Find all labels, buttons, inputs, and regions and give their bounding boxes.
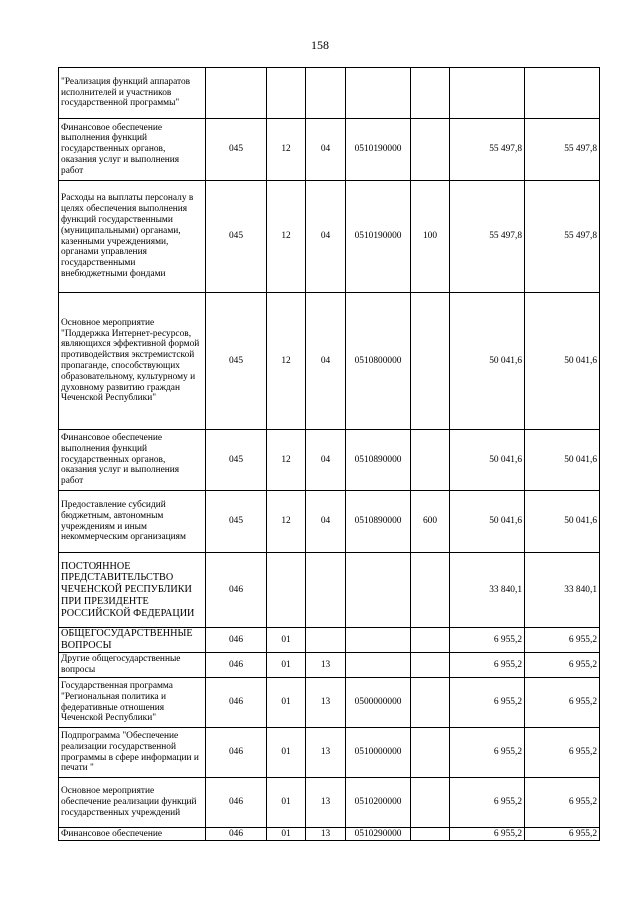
csr-cell: 0510290000 — [346, 828, 411, 841]
table-row — [59, 628, 600, 653]
grbs-cell: 045 — [206, 293, 267, 430]
rz-cell — [267, 553, 306, 628]
row-name: ПОСТОЯННОЕ ПРЕДСТАВИТЕЛЬСТВО ЧЕЧЕНСКОЙ РЕСПУБЛИКИ ПРИ ПРЕЗИДЕНТЕ РОССИЙСКОЙ ФЕДЕРАЦИИ — [59, 553, 206, 628]
vr-cell — [411, 653, 450, 678]
pr-cell: 13 — [306, 678, 346, 728]
pr-cell: 13 — [306, 728, 346, 778]
grbs-cell: 046 — [206, 653, 267, 678]
row-name: Подпрограмма "Обеспечение реализации государственной программы в сфере информации и печати " — [59, 728, 206, 778]
csr-cell: 0510890000 — [346, 491, 411, 553]
sum2-cell: 55 497,8 — [525, 119, 600, 181]
sum2-cell: 50 041,6 — [525, 293, 600, 430]
row-name: Финансовое обеспечение выполнения функций государственных органов, оказания услуг и выполнения работ — [59, 119, 206, 181]
page-number: 158 — [311, 38, 329, 52]
row-name: Предоставление субсидий бюджетным, автономным учреждениям и иным некоммерческим организациям — [59, 491, 206, 553]
sum1-cell: 33 840,1 — [450, 553, 525, 628]
vr-cell — [411, 119, 450, 181]
vr-cell — [411, 678, 450, 728]
row-name: ОБЩЕГОСУДАРСТВЕННЫЕ ВОПРОСЫ — [59, 628, 206, 653]
pr-cell: 04 — [306, 181, 346, 293]
table-row — [59, 119, 600, 181]
csr-cell: 0500000000 — [346, 678, 411, 728]
grbs-cell: 046 — [206, 728, 267, 778]
rz-cell: 01 — [267, 778, 306, 828]
table-row — [59, 68, 600, 119]
csr-cell — [346, 653, 411, 678]
grbs-cell: 046 — [206, 828, 267, 841]
sum1-cell: 55 497,8 — [450, 181, 525, 293]
row-name: Расходы на выплаты персоналу в целях обеспечения выполнения функций государственными (муниципальными) органами, казенными учреждениями, органами управления государственными внебюджетными фондами — [59, 181, 206, 293]
rz-cell: 01 — [267, 628, 306, 653]
vr-cell — [411, 828, 450, 841]
grbs-cell: 045 — [206, 119, 267, 181]
grbs-cell: 045 — [206, 491, 267, 553]
table-row — [59, 828, 600, 841]
pr-cell: 04 — [306, 491, 346, 553]
table-row — [59, 553, 600, 628]
sum1-cell: 50 041,6 — [450, 293, 525, 430]
sum1-cell: 6 955,2 — [450, 628, 525, 653]
sum2-cell: 6 955,2 — [525, 728, 600, 778]
sum2-cell: 50 041,6 — [525, 430, 600, 491]
sum1-cell: 55 497,8 — [450, 119, 525, 181]
sum2-cell: 6 955,2 — [525, 678, 600, 728]
rz-cell: 01 — [267, 728, 306, 778]
sum1-cell: 6 955,2 — [450, 678, 525, 728]
pr-cell: 13 — [306, 828, 346, 841]
vr-cell — [411, 430, 450, 491]
table-row — [59, 430, 600, 491]
csr-cell: 0510190000 — [346, 181, 411, 293]
grbs-cell: 045 — [206, 430, 267, 491]
vr-cell — [411, 553, 450, 628]
sum2-cell: 6 955,2 — [525, 778, 600, 828]
pr-cell — [306, 553, 346, 628]
table-row — [59, 491, 600, 553]
sum2-cell: 55 497,8 — [525, 181, 600, 293]
sum2-cell: 33 840,1 — [525, 553, 600, 628]
sum1-cell: 6 955,2 — [450, 653, 525, 678]
row-name: Другие общегосударственные вопросы — [59, 653, 206, 678]
budget-table — [58, 67, 600, 841]
rz-cell — [267, 68, 306, 119]
vr-cell: 600 — [411, 491, 450, 553]
rz-cell: 12 — [267, 430, 306, 491]
pr-cell: 04 — [306, 293, 346, 430]
rz-cell: 12 — [267, 181, 306, 293]
rz-cell: 12 — [267, 491, 306, 553]
row-name: Государственная программа "Региональная политика и федеративные отношения Чеченской Республики" — [59, 678, 206, 728]
rz-cell: 12 — [267, 293, 306, 430]
rz-cell: 01 — [267, 828, 306, 841]
vr-cell — [411, 293, 450, 430]
sum2-cell: 6 955,2 — [525, 828, 600, 841]
row-name: Основное мероприятие "Поддержка Интернет-ресурсов, являющихся эффективной формой противодействия экстремистской пропаганде, способствующих образовательному, культурному и духовному развитию граждан Чеченской Республики" — [59, 293, 206, 430]
pr-cell: 04 — [306, 430, 346, 491]
table-row — [59, 181, 600, 293]
csr-cell: 0510800000 — [346, 293, 411, 430]
rz-cell: 12 — [267, 119, 306, 181]
row-name: Основное мероприятие обеспечение реализации функций государственных учреждений — [59, 778, 206, 828]
sum1-cell: 50 041,6 — [450, 430, 525, 491]
csr-cell: 0510000000 — [346, 728, 411, 778]
pr-cell — [306, 68, 346, 119]
sum1-cell: 50 041,6 — [450, 491, 525, 553]
sum1-cell — [450, 68, 525, 119]
rz-cell: 01 — [267, 678, 306, 728]
vr-cell — [411, 68, 450, 119]
vr-cell: 100 — [411, 181, 450, 293]
sum2-cell — [525, 68, 600, 119]
vr-cell — [411, 728, 450, 778]
sum1-cell: 6 955,2 — [450, 728, 525, 778]
pr-cell: 04 — [306, 119, 346, 181]
sum1-cell: 6 955,2 — [450, 778, 525, 828]
vr-cell — [411, 628, 450, 653]
csr-cell — [346, 628, 411, 653]
grbs-cell: 046 — [206, 678, 267, 728]
table-row — [59, 728, 600, 778]
pr-cell: 13 — [306, 653, 346, 678]
pr-cell — [306, 628, 346, 653]
table-row — [59, 678, 600, 728]
csr-cell: 0510190000 — [346, 119, 411, 181]
table-row — [59, 293, 600, 430]
sum2-cell: 6 955,2 — [525, 628, 600, 653]
table-row — [59, 653, 600, 678]
csr-cell — [346, 553, 411, 628]
row-name: Финансовое обеспечение выполнения функций государственных органов, оказания услуг и выполнения работ — [59, 430, 206, 491]
sum2-cell: 50 041,6 — [525, 491, 600, 553]
csr-cell: 0510200000 — [346, 778, 411, 828]
row-name: Финансовое обеспечение — [59, 828, 206, 841]
csr-cell — [346, 68, 411, 119]
pr-cell: 13 — [306, 778, 346, 828]
grbs-cell: 046 — [206, 553, 267, 628]
csr-cell: 0510890000 — [346, 430, 411, 491]
row-name: "Реализация функций аппаратов исполнителей и участников государственной программы" — [59, 68, 206, 119]
sum2-cell: 6 955,2 — [525, 653, 600, 678]
sum1-cell: 6 955,2 — [450, 828, 525, 841]
vr-cell — [411, 778, 450, 828]
grbs-cell: 045 — [206, 181, 267, 293]
table-row — [59, 778, 600, 828]
grbs-cell: 046 — [206, 628, 267, 653]
grbs-cell — [206, 68, 267, 119]
grbs-cell: 046 — [206, 778, 267, 828]
rz-cell: 01 — [267, 653, 306, 678]
